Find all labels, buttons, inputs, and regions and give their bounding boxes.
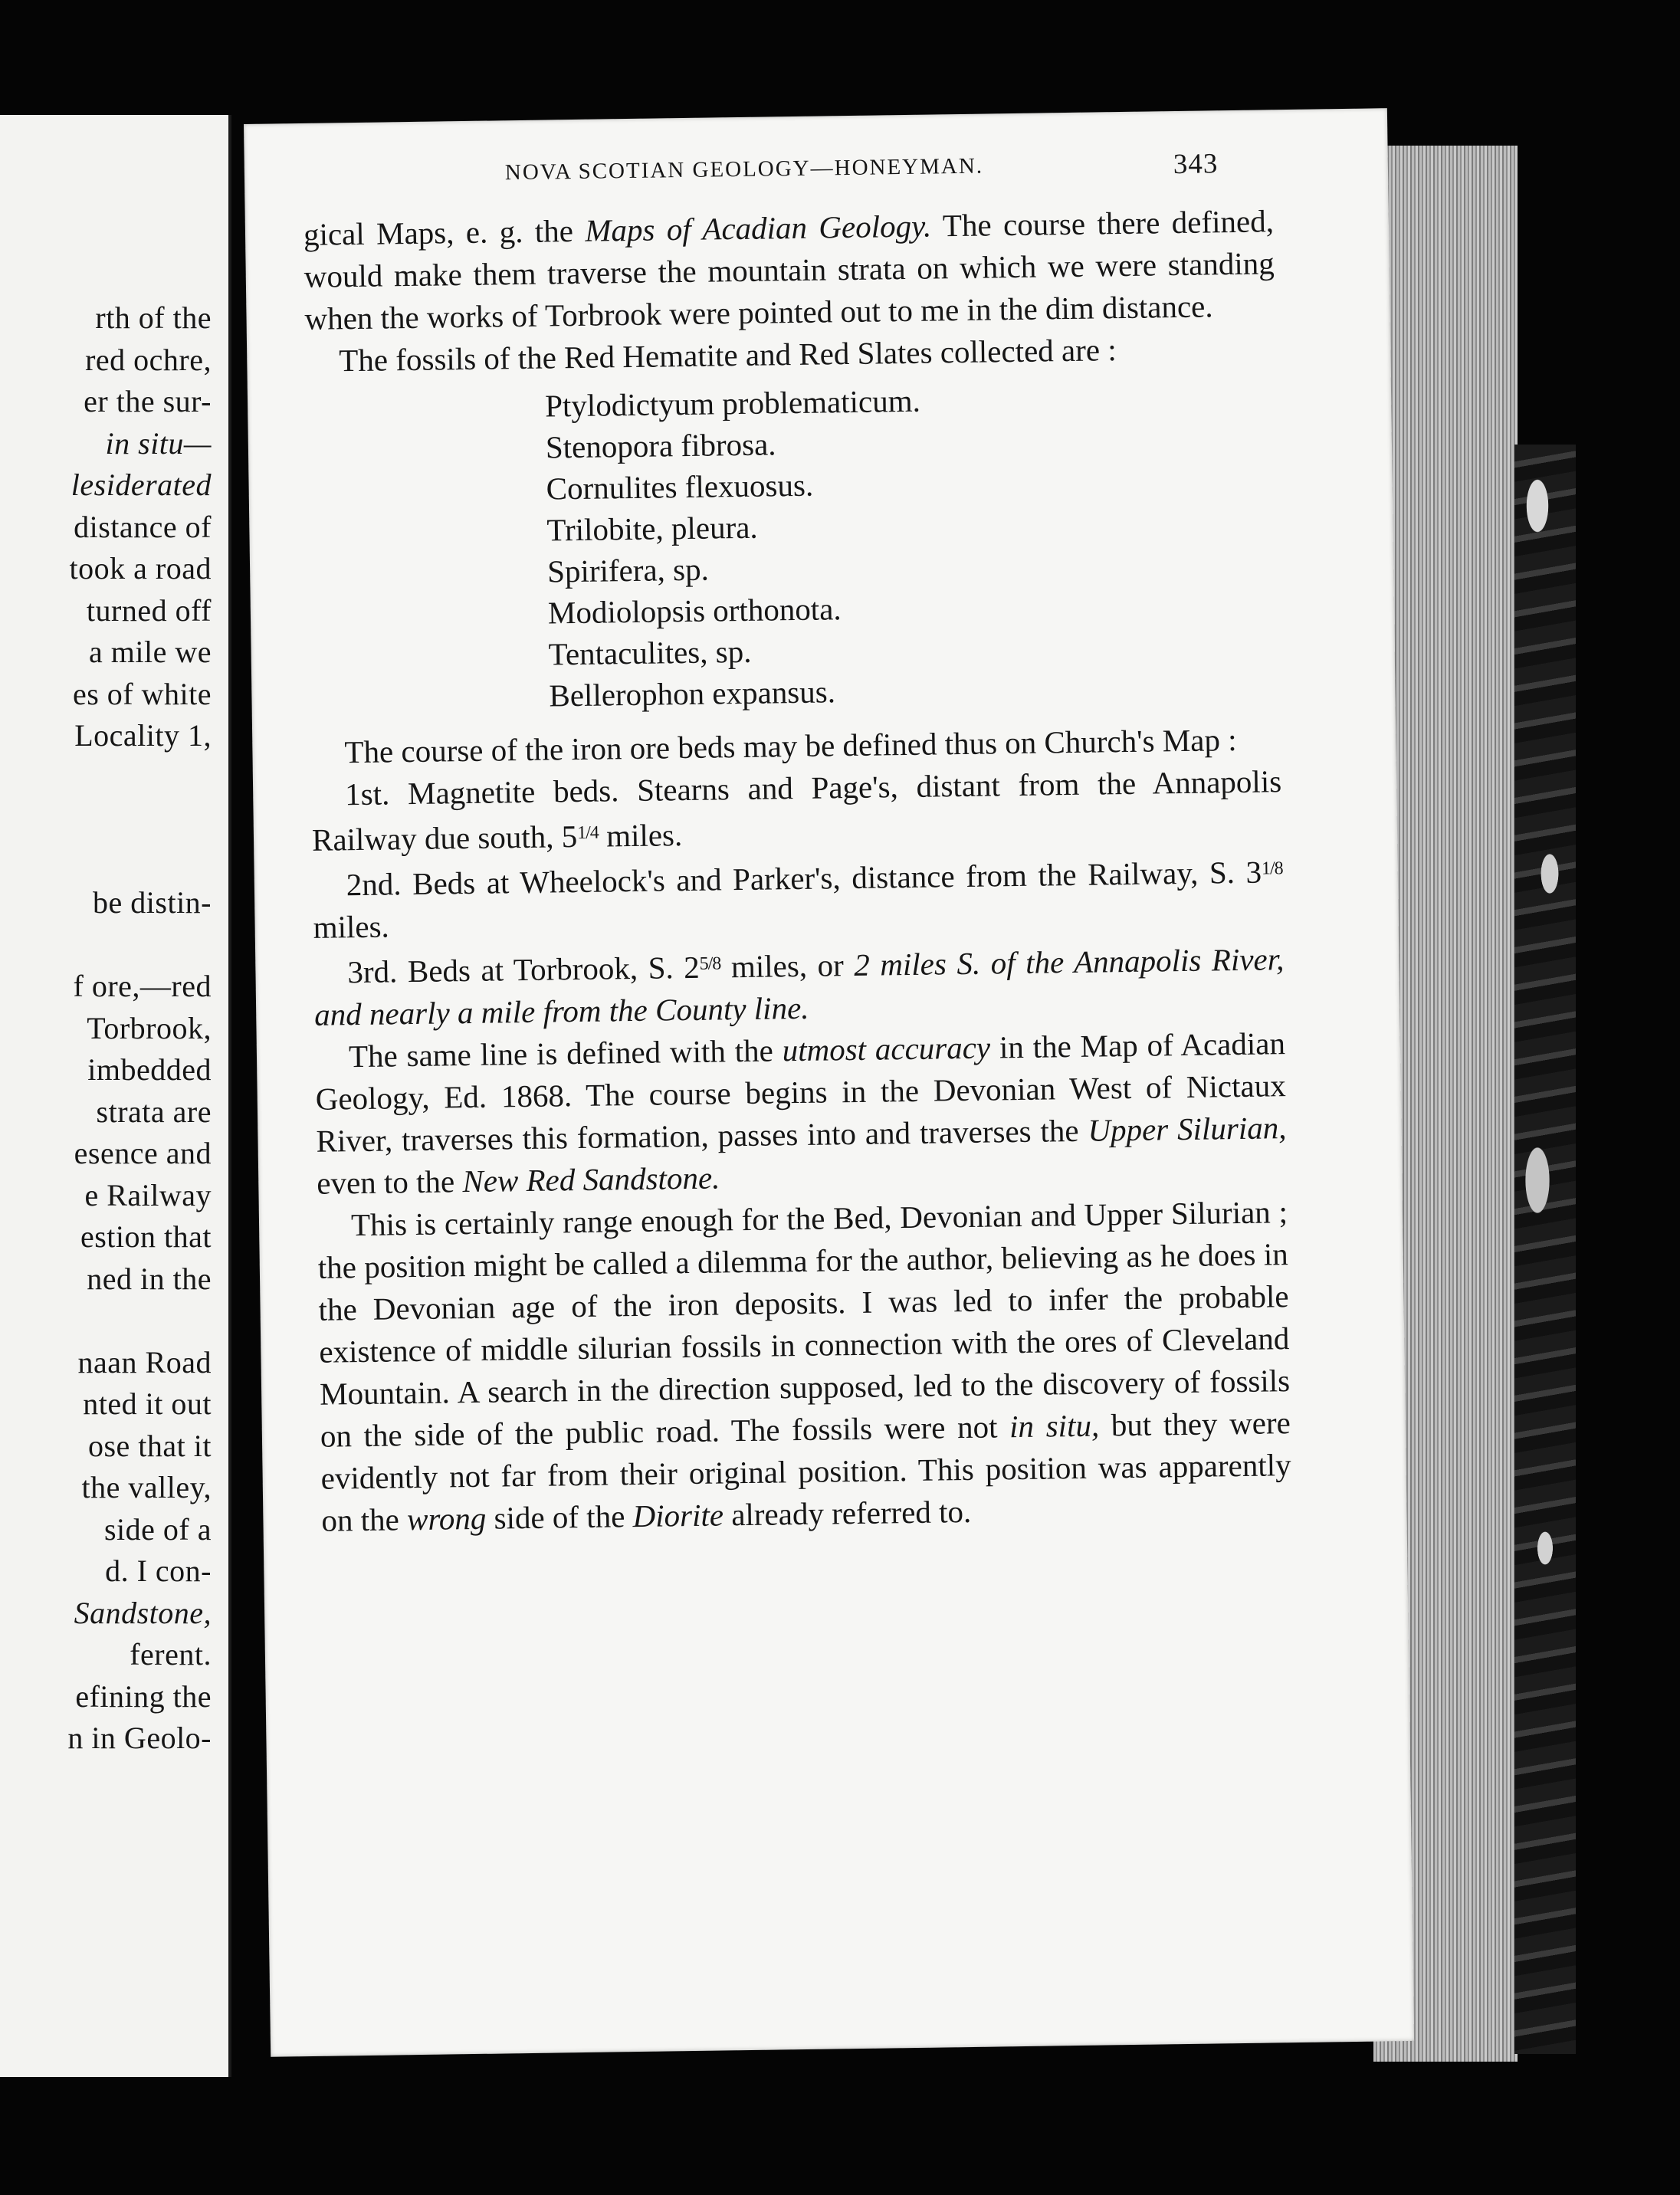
left-page-line: took a road <box>69 551 212 586</box>
left-page-line: a mile we <box>89 635 212 669</box>
species-item: Tentaculites, sp. <box>548 633 752 672</box>
left-page-line: efining the <box>75 1678 212 1714</box>
left-page-line: e Railway <box>84 1177 212 1212</box>
left-page-line: rth of the <box>95 300 212 335</box>
left-page-line: estion that <box>80 1219 212 1254</box>
paragraph: 2nd. Beds at Wheelock's and Parker's, distance from the Railway, S. $3^{1/8}$ miles. <box>313 854 1283 945</box>
left-page-line: red ochre, <box>85 342 212 377</box>
body-text <box>304 200 1292 1542</box>
left-page-line: Locality 1, <box>74 718 212 753</box>
right-page <box>244 108 1414 2057</box>
left-page-line: esence and <box>74 1136 212 1170</box>
left-page-line: nted it out <box>83 1386 212 1421</box>
paragraph: gical Maps, e. g. the Maps of Acadian Geology. The course there defined, would make them traverse the mountain strata on which we were standing when the works of Torbrook were pointed out to me in the dim distance. <box>303 203 1275 336</box>
species-item: Modiolopsis orthonota. <box>547 591 842 631</box>
left-page-fragment <box>0 115 231 2077</box>
left-page-line: d. I con- <box>105 1554 212 1588</box>
left-page-line: side of a <box>103 1511 212 1547</box>
species-item: Bellerophon expansus. <box>549 674 836 714</box>
paragraph: The same line is defined with the utmost accuracy in the Map of Acadian Geology, Ed. 1868. The course begins in the Devonian West of Nictaux River, traverses this formation, passes into and traverses the Upper Silurian, even to the New Red Sandstone. <box>315 1025 1287 1201</box>
page-number: 343 <box>1173 148 1219 181</box>
left-page-line: be distin- <box>93 885 212 920</box>
paragraph: This is certainly range enough for the Bed, Devonian and Upper Silurian ; the position might be called a dilemma for the author, believing as he does in the Devonian age of the iron deposits. I was led to infer the probable existence of middle silurian fossils in connection with the ores of Cleveland Mountain. A search in the direction supposed, led to the discovery of fossils on the side of the public road. The fossils were not in situ, but they were evidently not far from their original position. This position was apparently on the wrong side of the Diorite already referred to. <box>317 1194 1291 1538</box>
species-item: Stenopora fibrosa. <box>545 426 776 465</box>
paragraph: The course of the iron ore beds may be defined thus on Church's Map : <box>344 721 1237 770</box>
marbled-edge <box>1514 445 1576 2054</box>
left-page-line: er the sur- <box>84 384 212 418</box>
species-item: Ptylodictyum problematicum. <box>544 382 921 424</box>
left-page-line: es of white <box>72 676 212 711</box>
species-item: Spirifera, sp. <box>546 551 710 589</box>
left-page-line: distance of <box>74 509 212 544</box>
left-page-line: ose that it <box>87 1428 212 1463</box>
fraction: 1/4 <box>576 822 599 844</box>
left-page-line: f ore,—red <box>73 969 212 1003</box>
species-item: Cornulites flexuosus. <box>546 467 814 507</box>
left-page-line: ned in the <box>87 1261 212 1296</box>
paragraph: 3rd. Beds at Torbrook, S. $2^{5/8}$ miles, or 2 miles S. of the Annapolis River, and nearly a mile from the County line. <box>313 941 1285 1032</box>
left-page-line: ferent. <box>130 1637 212 1672</box>
left-page-line: Sandstone, <box>74 1595 212 1630</box>
left-page-line: turned off <box>86 592 212 628</box>
left-page-line: naan Road <box>77 1344 212 1380</box>
fraction: 5/8 <box>699 953 721 974</box>
paragraph: 1st. Magnetite beds. Stearns and Page's, distant from the Annapolis Railway due south, $5^{1/4}$ miles. <box>311 763 1282 858</box>
species-item: Trilobite, pleura. <box>546 509 758 548</box>
left-page-line: the valley, <box>81 1470 212 1504</box>
left-page-line: in situ— <box>105 425 212 461</box>
species-list <box>306 375 1281 720</box>
left-page-line: n in Geolo- <box>67 1721 212 1755</box>
running-head: NOVA SCOTIAN GEOLOGY—HONEYMAN. <box>504 153 984 185</box>
left-page-line: imbedded <box>87 1052 212 1087</box>
paragraph: The fossils of the Red Hematite and Red Slates collected are : <box>338 332 1117 379</box>
fraction: 1/8 <box>1261 858 1283 879</box>
left-page-line: Torbrook, <box>87 1010 212 1045</box>
left-page-line: strata are <box>96 1094 212 1129</box>
left-page-line: lesiderated <box>71 468 212 502</box>
